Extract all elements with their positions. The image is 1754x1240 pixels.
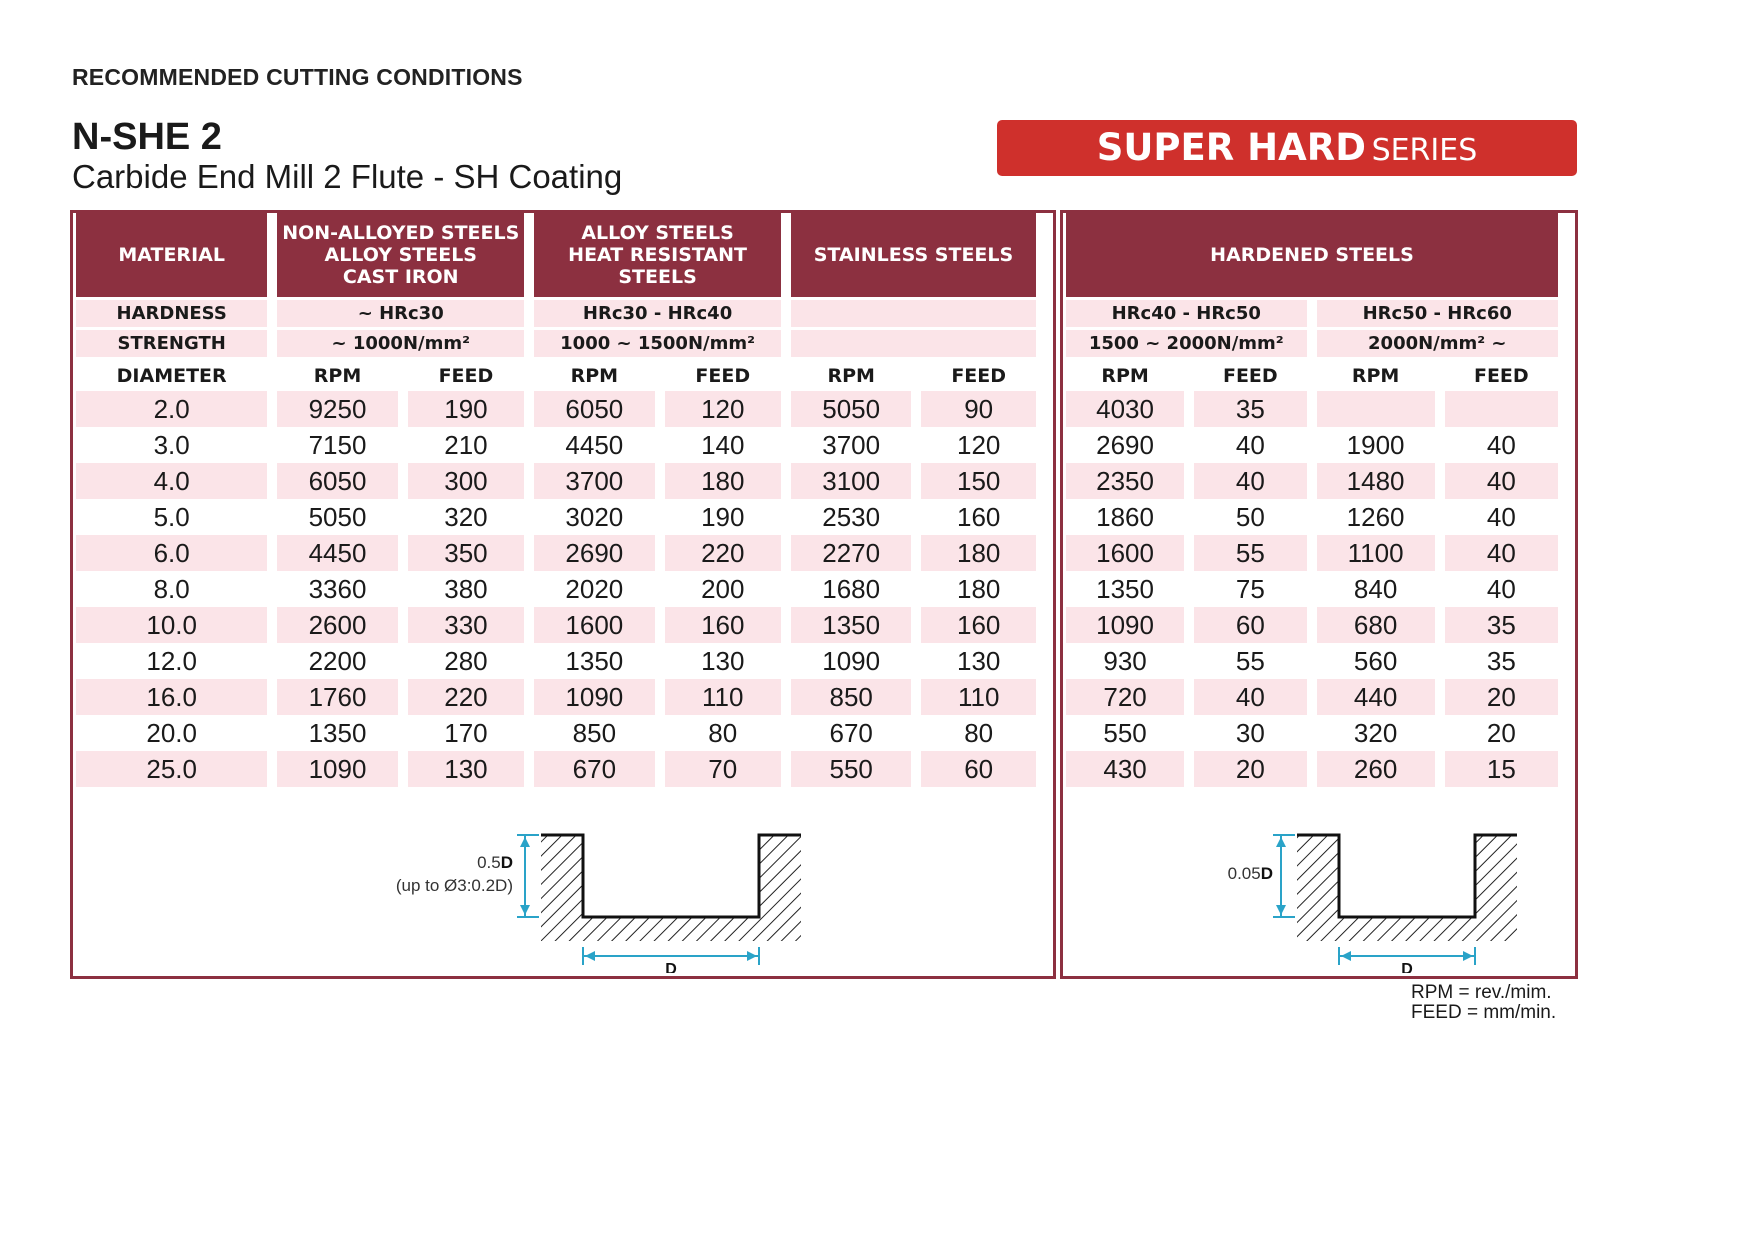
product-subtitle: Carbide End Mill 2 Flute - SH Coating [72,158,623,195]
table-cell: 210 [408,427,524,463]
table-row [1066,751,1558,787]
table-cell: 320 [1317,715,1435,751]
table-cell: 1350 [534,643,654,679]
table-cell: 190 [408,391,524,427]
table-cell: 20 [1194,751,1306,787]
table-row [76,679,1036,715]
table-cell: 110 [665,679,781,715]
table-row [76,427,1036,463]
table-row [1066,679,1558,715]
table-row [76,571,1036,607]
table-cell: 130 [921,643,1036,679]
hardness-value: HRc40 - HRc50 [1066,297,1307,327]
rpm-header: RPM [277,357,397,391]
table-cell: 55 [1194,535,1306,571]
table-cell: 35 [1445,643,1558,679]
table-cell: 670 [534,751,654,787]
table-cell: 75 [1194,571,1306,607]
right-data-body [1066,391,1558,787]
table-cell: 20 [1445,715,1558,751]
table-row [76,607,1036,643]
width-label: D [665,961,677,973]
table-cell: 2.0 [76,391,267,427]
table-cell: 8.0 [76,571,267,607]
table-cell: 6.0 [76,535,267,571]
table-cell: 5.0 [76,499,267,535]
table-cell: 130 [408,751,524,787]
table-cell: 60 [1194,607,1306,643]
workpiece-hatch [541,835,801,941]
header-line: HEAT RESISTANT [568,244,747,266]
header-line: CAST IRON [342,266,459,288]
table-cell: 850 [791,679,911,715]
table-row [76,715,1036,751]
table-cell: 40 [1445,427,1558,463]
table-cell: 1600 [1066,535,1184,571]
table-cell: 4030 [1066,391,1184,427]
table-cell: 1760 [277,679,397,715]
left-conditions-panel [70,210,1056,979]
table-row [76,499,1036,535]
left-slot-diagram [343,813,823,973]
feed-header: FEED [1194,357,1306,391]
product-code: N-SHE 2 [72,116,222,158]
table-cell: 60 [921,751,1036,787]
page-heading: RECOMMENDED CUTTING CONDITIONS [72,64,523,90]
header-line: ALLOY STEELS [324,244,477,266]
header-line: ALLOY STEELS [581,222,734,244]
table-cell: 25.0 [76,751,267,787]
table-cell: 550 [791,751,911,787]
table-cell: 2350 [1066,463,1184,499]
header-line: STEELS [618,266,697,288]
table-cell: 9250 [277,391,397,427]
table-cell: 2270 [791,535,911,571]
table-cell: 110 [921,679,1036,715]
table-cell [1317,391,1435,427]
table-cell: 330 [408,607,524,643]
legend-feed: FEED = mm/min. [1411,1002,1557,1023]
table-cell: 70 [665,751,781,787]
table-cell: 170 [408,715,524,751]
table-cell: 4.0 [76,463,267,499]
table-cell: 140 [665,427,781,463]
badge-bold-text: SUPER HARD [1096,126,1366,169]
table-cell: 1350 [1066,571,1184,607]
table-cell: 670 [791,715,911,751]
table-cell: 6050 [277,463,397,499]
feed-header: FEED [408,357,524,391]
table-cell: 550 [1066,715,1184,751]
rpm-header: RPM [534,357,654,391]
table-cell [1445,391,1558,427]
table-cell: 1680 [791,571,911,607]
hardness-value: HRc30 - HRc40 [534,297,781,327]
table-cell: 260 [1317,751,1435,787]
header-non-alloyed [277,213,524,297]
table-row [1066,499,1558,535]
table-cell: 35 [1445,607,1558,643]
table-cell: 720 [1066,679,1184,715]
table-cell: 300 [408,463,524,499]
table-cell: 16.0 [76,679,267,715]
table-cell: 10.0 [76,607,267,643]
depth-note: (up to Ø3:0.2D) [395,876,513,895]
table-cell: 30 [1194,715,1306,751]
table-row [76,751,1036,787]
table-cell: 2530 [791,499,911,535]
table-cell: 2690 [534,535,654,571]
table-cell: 930 [1066,643,1184,679]
table-cell: 1090 [277,751,397,787]
table-cell: 120 [921,427,1036,463]
table-row [76,463,1036,499]
table-row [76,535,1036,571]
hardness-value: ~ HRc30 [277,297,524,327]
table-cell: 1090 [791,643,911,679]
rpm-header: RPM [1066,357,1184,391]
strength-value [791,327,1036,357]
table-row [1066,463,1558,499]
header-alloy-heat-resistant [534,213,781,297]
depth-label: 0.05D [1227,864,1273,883]
table-row [1066,391,1558,427]
depth-label: 0.5D [477,853,513,872]
right-slot-diagram [1123,813,1563,973]
right-conditions-panel [1060,210,1578,979]
table-cell: 5050 [277,499,397,535]
table-row [76,391,1036,427]
table-cell: 40 [1194,679,1306,715]
hardness-value: HRc50 - HRc60 [1317,297,1558,327]
left-conditions-table [66,213,1046,787]
table-cell: 130 [665,643,781,679]
table-cell: 120 [665,391,781,427]
table-cell: 1090 [534,679,654,715]
table-cell: 1100 [1317,535,1435,571]
table-cell: 440 [1317,679,1435,715]
table-cell: 3100 [791,463,911,499]
table-cell: 150 [921,463,1036,499]
table-cell: 55 [1194,643,1306,679]
feed-header: FEED [1445,357,1558,391]
header-stainless: STAINLESS STEELS [791,213,1036,297]
strength-value: ~ 1000N/mm² [277,327,524,357]
table-cell: 12.0 [76,643,267,679]
table-cell: 160 [665,607,781,643]
strength-value: 2000N/mm² ~ [1317,327,1558,357]
diameter-label: DIAMETER [76,357,267,391]
table-row [1066,643,1558,679]
table-cell: 2020 [534,571,654,607]
strength-value: 1000 ~ 1500N/mm² [534,327,781,357]
table-cell: 3360 [277,571,397,607]
table-cell: 190 [665,499,781,535]
table-cell: 220 [665,535,781,571]
header-line: NON-ALLOYED STEELS [282,222,520,244]
table-cell: 40 [1445,499,1558,535]
table-cell: 3700 [791,427,911,463]
table-cell: 200 [665,571,781,607]
table-cell: 840 [1317,571,1435,607]
table-cell: 15 [1445,751,1558,787]
table-row [76,643,1036,679]
table-cell: 180 [921,535,1036,571]
table-cell: 680 [1317,607,1435,643]
table-row [1066,427,1558,463]
table-cell: 1090 [1066,607,1184,643]
table-cell: 180 [665,463,781,499]
right-conditions-table [1056,213,1568,787]
feed-header: FEED [921,357,1036,391]
table-cell: 2690 [1066,427,1184,463]
table-cell: 560 [1317,643,1435,679]
table-cell: 40 [1445,463,1558,499]
table-cell: 320 [408,499,524,535]
table-row [1066,571,1558,607]
table-cell: 40 [1445,535,1558,571]
table-cell: 50 [1194,499,1306,535]
table-cell: 3.0 [76,427,267,463]
workpiece-hatch [1297,835,1517,941]
table-cell: 430 [1066,751,1184,787]
table-cell: 1350 [277,715,397,751]
table-cell: 1600 [534,607,654,643]
table-cell: 2600 [277,607,397,643]
rpm-header: RPM [791,357,911,391]
table-cell: 20 [1445,679,1558,715]
left-data-body [76,391,1036,787]
table-cell: 80 [921,715,1036,751]
table-cell: 1900 [1317,427,1435,463]
table-cell: 1860 [1066,499,1184,535]
table-cell: 5050 [791,391,911,427]
legend-rpm: RPM = rev./mim. [1411,982,1552,1003]
table-cell: 4450 [534,427,654,463]
badge-light-text: SERIES [1371,133,1478,168]
width-label: D [1401,961,1413,973]
table-cell: 850 [534,715,654,751]
table-cell: 7150 [277,427,397,463]
table-cell: 220 [408,679,524,715]
table-cell: 350 [408,535,524,571]
rpm-header: RPM [1317,357,1435,391]
table-cell: 2200 [277,643,397,679]
header-material: MATERIAL [76,213,267,297]
table-cell: 40 [1194,427,1306,463]
table-cell: 180 [921,571,1036,607]
table-cell: 1480 [1317,463,1435,499]
table-cell: 3020 [534,499,654,535]
table-cell: 3700 [534,463,654,499]
table-cell: 6050 [534,391,654,427]
table-cell: 40 [1445,571,1558,607]
table-cell: 160 [921,499,1036,535]
table-cell: 40 [1194,463,1306,499]
table-row [1066,535,1558,571]
header-hardened: HARDENED STEELS [1066,213,1558,297]
table-cell: 1350 [791,607,911,643]
hardness-label: HARDNESS [76,297,267,327]
strength-value: 1500 ~ 2000N/mm² [1066,327,1307,357]
units-legend [1411,983,1556,1023]
table-cell: 35 [1194,391,1306,427]
table-row [1066,607,1558,643]
feed-header: FEED [665,357,781,391]
table-cell: 20.0 [76,715,267,751]
table-cell: 1260 [1317,499,1435,535]
table-cell: 380 [408,571,524,607]
table-cell: 4450 [277,535,397,571]
table-cell: 160 [921,607,1036,643]
table-cell: 80 [665,715,781,751]
table-cell: 280 [408,643,524,679]
table-cell: 90 [921,391,1036,427]
table-row [1066,715,1558,751]
hardness-value [791,297,1036,327]
series-badge [997,120,1577,176]
strength-label: STRENGTH [76,327,267,357]
